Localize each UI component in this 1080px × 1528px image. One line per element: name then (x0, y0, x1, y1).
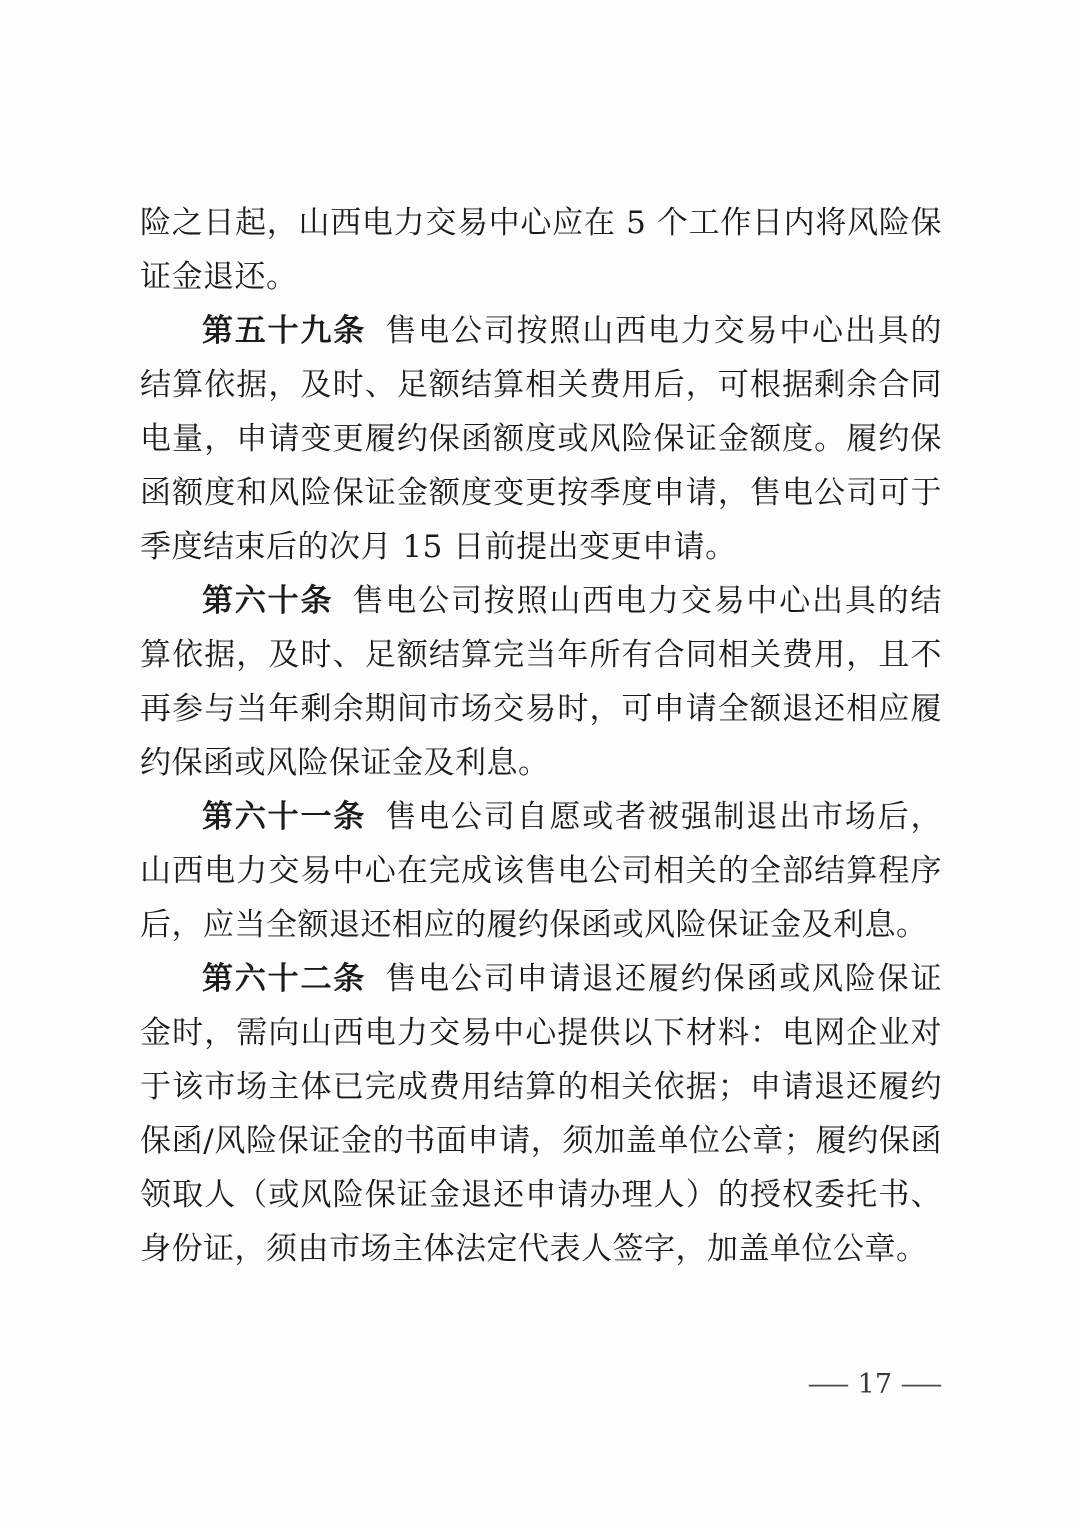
document-body (140, 196, 942, 1276)
article-61-text: 售电公司自愿或者被强制退出市场后，山西电力交易中心在完成该售电公司相关的全部结算程序后，应当全额退还相应的履约保函或风险保证金及利息。 (140, 799, 943, 943)
article-59-text: 售电公司按照山西电力交易中心出具的结算依据，及时、足额结算相关费用后，可根据剩余合同电量，申请变更履约保函额度或风险保证金额度。履约保函额度和风险保证金额度变更按季度申请，售电公司可于季度结束后的次月 15 日前提出变更申请。 (140, 313, 943, 565)
article-60-text: 售电公司按照山西电力交易中心出具的结算依据，及时、足额结算完当年所有合同相关费用，且不再参与当年剩余期间市场交易时，可申请全额退还相应履约保函或风险保证金及利息。 (140, 583, 943, 781)
article-59-number: 第五十九条 (202, 313, 367, 349)
page-number-value: 17 (857, 1369, 892, 1400)
page-number (806, 1368, 944, 1402)
paragraph-continuation: 险之日起，山西电力交易中心应在 5 个工作日内将风险保证金退还。 (140, 205, 942, 295)
paragraph-article-59 (140, 304, 942, 574)
article-60-number: 第六十条 (202, 583, 334, 619)
page-number-dash-right: — (899, 1369, 944, 1400)
paragraph-article-60 (140, 574, 942, 790)
paragraph-article-62 (140, 952, 942, 1276)
article-61-number: 第六十一条 (202, 799, 367, 835)
article-62-number: 第六十二条 (202, 961, 367, 997)
page-number-dash-left: — (806, 1369, 850, 1400)
article-62-text: 售电公司申请退还履约保函或风险保证金时，需向山西电力交易中心提供以下材料：电网企业对于该市场主体已完成费用结算的相关依据；申请退还履约保函/风险保证金的书面申请，须加盖单位公章；履约保函领取人（或风险保证金退还申请办理人）的授权委托书、身份证，须由市场主体法定代表人签字，加盖单位公章。 (140, 961, 943, 1267)
paragraph-article-61 (140, 790, 942, 952)
